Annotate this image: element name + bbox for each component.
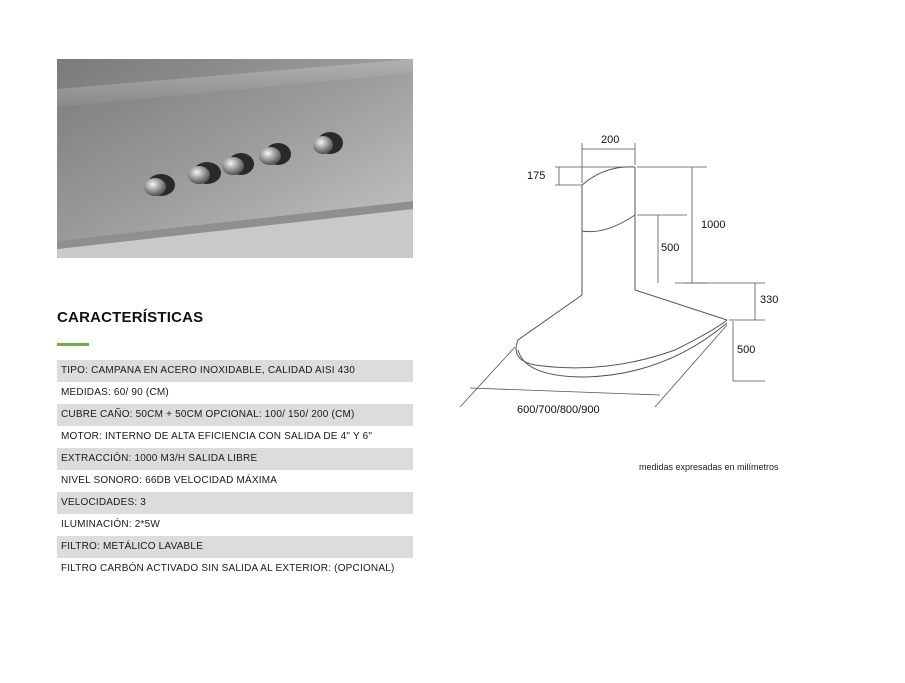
title-underline [57, 343, 89, 346]
spec-row-filtro-carbon [57, 558, 413, 580]
hood-dimension-diagram [455, 125, 785, 425]
spec-value: 50CM + 50CM OPCIONAL: 100/ 150/ 200 (CM) [132, 409, 355, 420]
spec-value: METÁLICO LAVABLE [100, 541, 204, 552]
section-title: CARACTERÍSTICAS [57, 309, 204, 326]
units-note: medidas expresadas en milímetros [639, 462, 779, 472]
spec-value: CAMPANA EN ACERO INOXIDABLE, CALIDAD AISI 430 [88, 365, 356, 376]
spec-value: 1000 M3/H SALIDA LIBRE [131, 453, 258, 464]
spec-label: CUBRE CAÑO: [61, 409, 133, 420]
spec-row-nivel-sonoro [57, 470, 413, 492]
spec-row-velocidades [57, 492, 413, 514]
dim-duct-top: 175 [527, 170, 546, 182]
spec-label: MEDIDAS: [61, 387, 111, 398]
dim-duct-width: 200 [601, 134, 620, 146]
spec-value: INTERNO DE ALTA EFICIENCIA CON SALIDA DE 4" Y 6" [102, 431, 373, 442]
spec-row-medidas [57, 382, 413, 404]
dim-hood-height: 330 [760, 294, 779, 306]
spec-row-motor [57, 426, 413, 448]
spec-row-filtro [57, 536, 413, 558]
spec-label: FILTRO CARBÓN ACTIVADO SIN SALIDA AL EXTERIOR: [61, 563, 332, 574]
spec-label: TIPO: [61, 365, 89, 376]
spec-row-tipo [57, 360, 413, 382]
spec-value: 66DB VELOCIDAD MÁXIMA [142, 475, 278, 486]
spec-label: FILTRO: [61, 541, 100, 552]
spec-label: NIVEL SONORO: [61, 475, 143, 486]
dim-lower-duct: 500 [661, 242, 680, 254]
spec-label: EXTRACCIÓN: [61, 453, 132, 464]
spec-label: VELOCIDADES: [61, 497, 138, 508]
dim-hood-depth: 500 [737, 344, 756, 356]
spec-value: 60/ 90 (CM) [110, 387, 169, 398]
dim-total-height: 1000 [701, 219, 726, 231]
dim-hood-width: 600/700/800/900 [517, 404, 600, 416]
spec-row-iluminacion [57, 514, 413, 536]
spec-label: MOTOR: [61, 431, 103, 442]
spec-value: 3 [137, 497, 147, 508]
spec-value: 2*5W [131, 519, 160, 530]
product-photo-knobs [57, 59, 413, 258]
spec-label: ILUMINACIÓN: [61, 519, 132, 530]
spec-row-extraccion [57, 448, 413, 470]
spec-row-cubre-cano [57, 404, 413, 426]
spec-table [57, 360, 413, 580]
spec-value: (OPCIONAL) [331, 563, 395, 574]
